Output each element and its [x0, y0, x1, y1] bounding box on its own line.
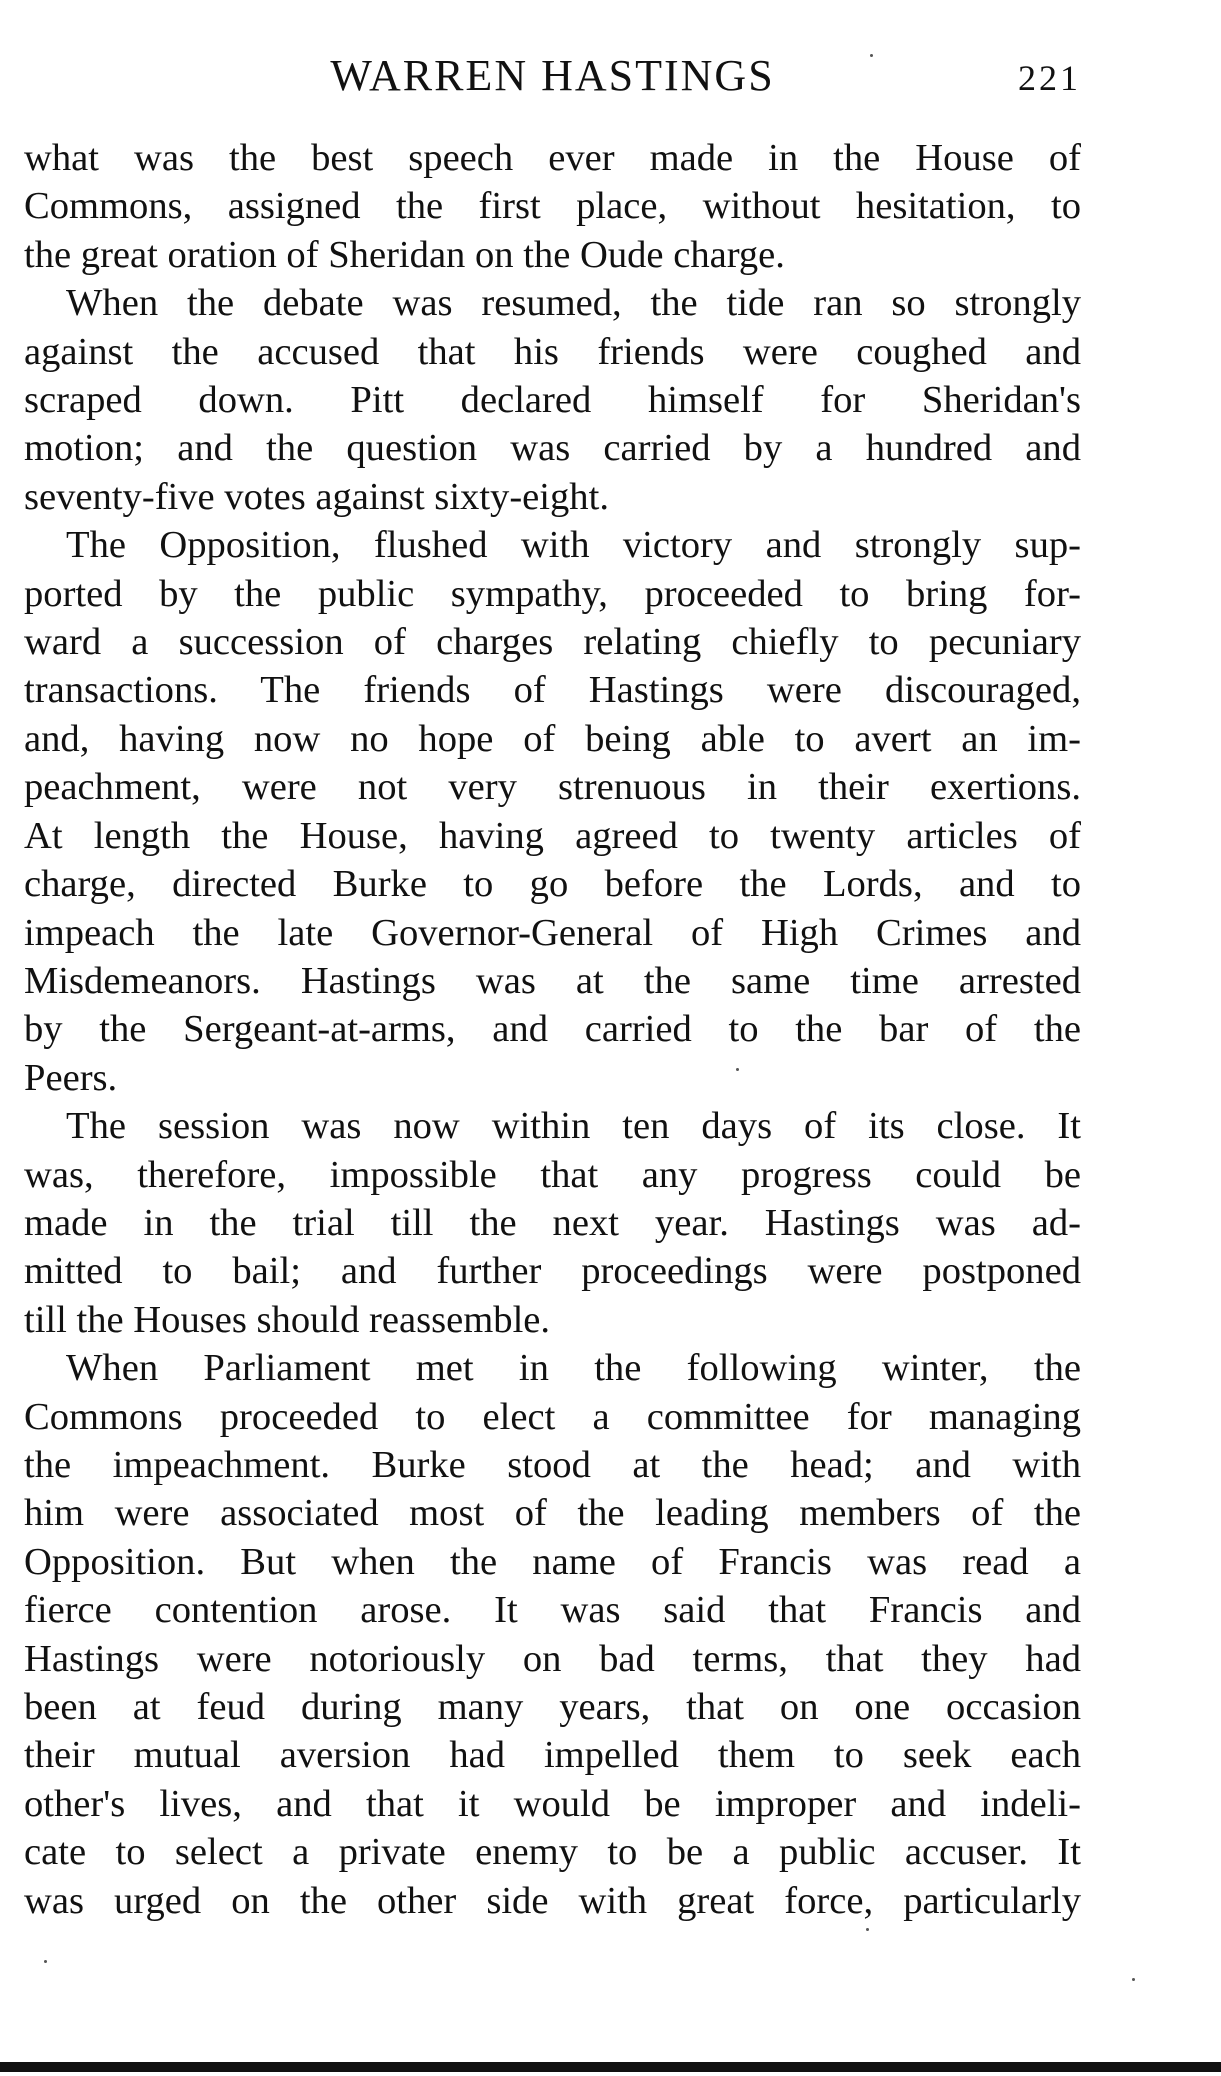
text-line: by the Sergeant-at-arms, and carried to the bar of the [24, 1008, 1081, 1051]
body-text [24, 134, 1081, 1925]
page-number: 221 [1018, 58, 1081, 98]
text-line: peachment, were not very strenuous in their exertions. [24, 766, 1081, 809]
text-line: transactions. The friends of Hastings were discouraged, [24, 669, 1081, 712]
text-line: their mutual aversion had impelled them to seek each [24, 1734, 1081, 1777]
text-line: been at feud during many years, that on one occasion [24, 1686, 1081, 1728]
text-line: fierce contention arose. It was said that Francis and [24, 1589, 1081, 1632]
text-line: other's lives, and that it would be improper and indeli- [24, 1782, 1081, 1825]
text-line: Misdemeanors. Hastings was at the same time arrested [24, 959, 1081, 1002]
text-line: against the accused that his friends were coughed and [24, 330, 1081, 373]
text-line: till the Houses should reassemble. [24, 1298, 551, 1341]
paragraph [24, 1102, 1081, 1344]
text-line: motion; and the question was carried by a hundred and [24, 427, 1081, 470]
text-line: Commons, assigned the first place, without hesitation, to [24, 185, 1081, 228]
paragraph [24, 1344, 1081, 1925]
paper-speck [736, 1068, 739, 1071]
paper-speck [866, 1928, 869, 1931]
text-line: ported by the public sympathy, proceeded to bring for- [24, 572, 1081, 615]
text-line: Opposition. But when the name of Francis was read a [24, 1540, 1081, 1583]
paper-speck [1132, 1978, 1135, 1981]
paragraph [24, 279, 1081, 521]
text-line: was urged on the other side with great force, particularly [24, 1879, 1081, 1922]
text-line: the great oration of Sheridan on the Oude charge. [24, 233, 785, 276]
paper-speck [870, 54, 873, 57]
text-line: When the debate was resumed, the tide ran so strongly [66, 282, 1081, 325]
paper-speck [44, 1960, 47, 1963]
text-line: cate to select a private enemy to be a public accuser. It [24, 1831, 1081, 1874]
text-line: seventy-five votes against sixty-eight. [24, 475, 609, 518]
text-line: mitted to bail; and further proceedings were postponed [24, 1250, 1081, 1293]
text-line: impeach the late Governor-General of High Crimes and [24, 911, 1081, 954]
running-title: WARREN HASTINGS [330, 51, 775, 100]
text-line: him were associated most of the leading members of the [24, 1492, 1081, 1535]
text-line: the impeachment. Burke stood at the head; and with [24, 1443, 1081, 1486]
text-line: Hastings were notoriously on bad terms, that they had [24, 1637, 1081, 1680]
paragraph [24, 134, 1081, 279]
text-line: was, therefore, impossible that any progress could be [24, 1153, 1081, 1196]
text-line: The session was now within ten days of its close. It [66, 1105, 1081, 1148]
text-line: what was the best speech ever made in the House of [24, 137, 1081, 179]
text-line: charge, directed Burke to go before the Lords, and to [24, 863, 1081, 906]
paragraph [24, 521, 1081, 1102]
text-line: The Opposition, flushed with victory and strongly sup- [66, 524, 1081, 567]
running-head [24, 46, 1081, 106]
text-line: At length the House, having agreed to twenty articles of [24, 814, 1081, 857]
text-line: Commons proceeded to elect a committee for managing [24, 1395, 1081, 1438]
text-line: scraped down. Pitt declared himself for Sheridan's [24, 379, 1081, 422]
text-line: made in the trial till the next year. Hastings was ad- [24, 1201, 1081, 1244]
text-line: When Parliament met in the following winter, the [66, 1347, 1081, 1390]
text-line: ward a succession of charges relating chiefly to pecuniary [24, 621, 1081, 664]
text-line: and, having now no hope of being able to avert an im- [24, 717, 1081, 760]
bottom-rule [0, 2062, 1221, 2072]
text-line: Peers. [24, 1056, 118, 1099]
